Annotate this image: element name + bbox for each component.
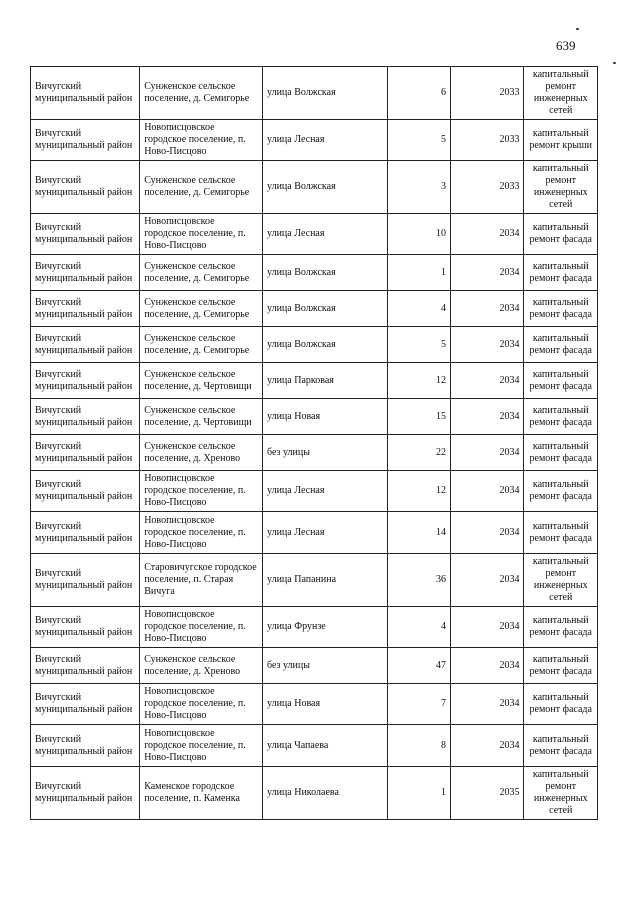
settlement-cell: Сунженское сельское поселение, д. Семигорье bbox=[140, 291, 263, 327]
district-cell: Вичугский муниципальный район bbox=[31, 214, 140, 255]
year-cell: 2034 bbox=[450, 363, 524, 399]
house-number-cell: 5 bbox=[387, 327, 450, 363]
district-cell: Вичугский муниципальный район bbox=[31, 291, 140, 327]
street-cell: улица Николаева bbox=[263, 767, 388, 820]
table-row bbox=[31, 327, 598, 363]
year-cell: 2034 bbox=[450, 327, 524, 363]
work-type-cell: капитальный ремонт фасада bbox=[524, 363, 598, 399]
street-cell: без улицы bbox=[263, 648, 388, 684]
house-number-cell: 36 bbox=[387, 554, 450, 607]
street-cell: улица Фрунзе bbox=[263, 607, 388, 648]
settlement-cell: Сунженское сельское поселение, д. Чертовищи bbox=[140, 399, 263, 435]
work-type-cell: капитальный ремонт фасада bbox=[524, 399, 598, 435]
settlement-cell: Новописцовское городское поселение, п. Ново-Писцово bbox=[140, 607, 263, 648]
house-number-cell: 7 bbox=[387, 684, 450, 725]
settlement-cell: Новописцовское городское поселение, п. Ново-Писцово bbox=[140, 512, 263, 554]
street-cell: улица Новая bbox=[263, 399, 388, 435]
house-number-cell: 1 bbox=[387, 255, 450, 291]
district-cell: Вичугский муниципальный район bbox=[31, 327, 140, 363]
settlement-cell: Сунженское сельское поселение, д. Семигорье bbox=[140, 67, 263, 120]
district-cell: Вичугский муниципальный район bbox=[31, 725, 140, 767]
work-type-cell: капитальный ремонт фасада bbox=[524, 471, 598, 512]
house-number-cell: 4 bbox=[387, 607, 450, 648]
district-cell: Вичугский муниципальный район bbox=[31, 435, 140, 471]
house-number-cell: 3 bbox=[387, 161, 450, 214]
housing-repair-table bbox=[30, 66, 598, 820]
table-row bbox=[31, 255, 598, 291]
district-cell: Вичугский муниципальный район bbox=[31, 161, 140, 214]
work-type-cell: капитальный ремонт фасада bbox=[524, 512, 598, 554]
street-cell: улица Новая bbox=[263, 684, 388, 725]
house-number-cell: 1 bbox=[387, 767, 450, 820]
district-cell: Вичугский муниципальный район bbox=[31, 67, 140, 120]
settlement-cell: Каменское городское поселение, п. Каменка bbox=[140, 767, 263, 820]
page-number: 639 bbox=[556, 38, 576, 53]
work-type-cell: капитальный ремонт фасада bbox=[524, 725, 598, 767]
table-row bbox=[31, 435, 598, 471]
house-number-cell: 4 bbox=[387, 291, 450, 327]
settlement-cell: Сунженское сельское поселение, д. Хреново bbox=[140, 648, 263, 684]
table-row bbox=[31, 120, 598, 161]
street-cell: улица Папанина bbox=[263, 554, 388, 607]
settlement-cell: Старовичугское городское поселение, п. Старая Вичуга bbox=[140, 554, 263, 607]
work-type-cell: капитальный ремонт фасада bbox=[524, 214, 598, 255]
table-body bbox=[31, 67, 598, 820]
district-cell: Вичугский муниципальный район bbox=[31, 471, 140, 512]
street-cell: улица Парковая bbox=[263, 363, 388, 399]
table-row bbox=[31, 767, 598, 820]
year-cell: 2034 bbox=[450, 255, 524, 291]
work-type-cell: капитальный ремонт фасада bbox=[524, 327, 598, 363]
settlement-cell: Новописцовское городское поселение, п. Ново-Писцово bbox=[140, 120, 263, 161]
year-cell: 2033 bbox=[450, 120, 524, 161]
table-row bbox=[31, 471, 598, 512]
settlement-cell: Сунженское сельское поселение, д. Семигорье bbox=[140, 255, 263, 291]
house-number-cell: 14 bbox=[387, 512, 450, 554]
work-type-cell: капитальный ремонт инженерных сетей bbox=[524, 767, 598, 820]
district-cell: Вичугский муниципальный район bbox=[31, 607, 140, 648]
settlement-cell: Новописцовское городское поселение, п. Ново-Писцово bbox=[140, 684, 263, 725]
settlement-cell: Сунженское сельское поселение, д. Семигорье bbox=[140, 327, 263, 363]
work-type-cell: капитальный ремонт инженерных сетей bbox=[524, 554, 598, 607]
house-number-cell: 12 bbox=[387, 363, 450, 399]
year-cell: 2034 bbox=[450, 648, 524, 684]
year-cell: 2034 bbox=[450, 435, 524, 471]
settlement-cell: Сунженское сельское поселение, д. Чертовищи bbox=[140, 363, 263, 399]
year-cell: 2034 bbox=[450, 291, 524, 327]
table-row bbox=[31, 607, 598, 648]
street-cell: улица Волжская bbox=[263, 161, 388, 214]
district-cell: Вичугский муниципальный район bbox=[31, 767, 140, 820]
table-row bbox=[31, 67, 598, 120]
house-number-cell: 15 bbox=[387, 399, 450, 435]
year-cell: 2035 bbox=[450, 767, 524, 820]
district-cell: Вичугский муниципальный район bbox=[31, 684, 140, 725]
settlement-cell: Новописцовское городское поселение, п. Ново-Писцово bbox=[140, 725, 263, 767]
year-cell: 2034 bbox=[450, 607, 524, 648]
district-cell: Вичугский муниципальный район bbox=[31, 120, 140, 161]
year-cell: 2034 bbox=[450, 554, 524, 607]
street-cell: улица Чапаева bbox=[263, 725, 388, 767]
work-type-cell: капитальный ремонт фасада bbox=[524, 648, 598, 684]
house-number-cell: 6 bbox=[387, 67, 450, 120]
table-row bbox=[31, 399, 598, 435]
settlement-cell: Новописцовское городское поселение, п. Ново-Писцово bbox=[140, 214, 263, 255]
street-cell: улица Лесная bbox=[263, 120, 388, 161]
work-type-cell: капитальный ремонт фасада bbox=[524, 607, 598, 648]
work-type-cell: капитальный ремонт фасада bbox=[524, 684, 598, 725]
work-type-cell: капитальный ремонт фасада bbox=[524, 435, 598, 471]
district-cell: Вичугский муниципальный район bbox=[31, 512, 140, 554]
settlement-cell: Сунженское сельское поселение, д. Семигорье bbox=[140, 161, 263, 214]
year-cell: 2034 bbox=[450, 725, 524, 767]
street-cell: улица Лесная bbox=[263, 214, 388, 255]
house-number-cell: 8 bbox=[387, 725, 450, 767]
house-number-cell: 22 bbox=[387, 435, 450, 471]
table-row bbox=[31, 363, 598, 399]
district-cell: Вичугский муниципальный район bbox=[31, 648, 140, 684]
house-number-cell: 47 bbox=[387, 648, 450, 684]
table-row bbox=[31, 554, 598, 607]
year-cell: 2033 bbox=[450, 161, 524, 214]
district-cell: Вичугский муниципальный район bbox=[31, 363, 140, 399]
table-row bbox=[31, 725, 598, 767]
table-row bbox=[31, 161, 598, 214]
work-type-cell: капитальный ремонт фасада bbox=[524, 291, 598, 327]
scan-mark bbox=[613, 62, 616, 64]
year-cell: 2034 bbox=[450, 684, 524, 725]
settlement-cell: Сунженское сельское поселение, д. Хреново bbox=[140, 435, 263, 471]
street-cell: улица Волжская bbox=[263, 255, 388, 291]
year-cell: 2034 bbox=[450, 471, 524, 512]
table-row bbox=[31, 684, 598, 725]
year-cell: 2034 bbox=[450, 214, 524, 255]
street-cell: улица Лесная bbox=[263, 512, 388, 554]
work-type-cell: капитальный ремонт инженерных сетей bbox=[524, 161, 598, 214]
work-type-cell: капитальный ремонт инженерных сетей bbox=[524, 67, 598, 120]
street-cell: улица Волжская bbox=[263, 67, 388, 120]
street-cell: улица Лесная bbox=[263, 471, 388, 512]
street-cell: без улицы bbox=[263, 435, 388, 471]
house-number-cell: 10 bbox=[387, 214, 450, 255]
table-row bbox=[31, 512, 598, 554]
district-cell: Вичугский муниципальный район bbox=[31, 399, 140, 435]
district-cell: Вичугский муниципальный район bbox=[31, 554, 140, 607]
street-cell: улица Волжская bbox=[263, 291, 388, 327]
year-cell: 2034 bbox=[450, 512, 524, 554]
year-cell: 2033 bbox=[450, 67, 524, 120]
house-number-cell: 5 bbox=[387, 120, 450, 161]
street-cell: улица Волжская bbox=[263, 327, 388, 363]
work-type-cell: капитальный ремонт крыши bbox=[524, 120, 598, 161]
table-row bbox=[31, 214, 598, 255]
settlement-cell: Новописцовское городское поселение, п. Ново-Писцово bbox=[140, 471, 263, 512]
house-number-cell: 12 bbox=[387, 471, 450, 512]
district-cell: Вичугский муниципальный район bbox=[31, 255, 140, 291]
year-cell: 2034 bbox=[450, 399, 524, 435]
table-row bbox=[31, 648, 598, 684]
work-type-cell: капитальный ремонт фасада bbox=[524, 255, 598, 291]
table-row bbox=[31, 291, 598, 327]
scan-mark bbox=[576, 28, 579, 30]
